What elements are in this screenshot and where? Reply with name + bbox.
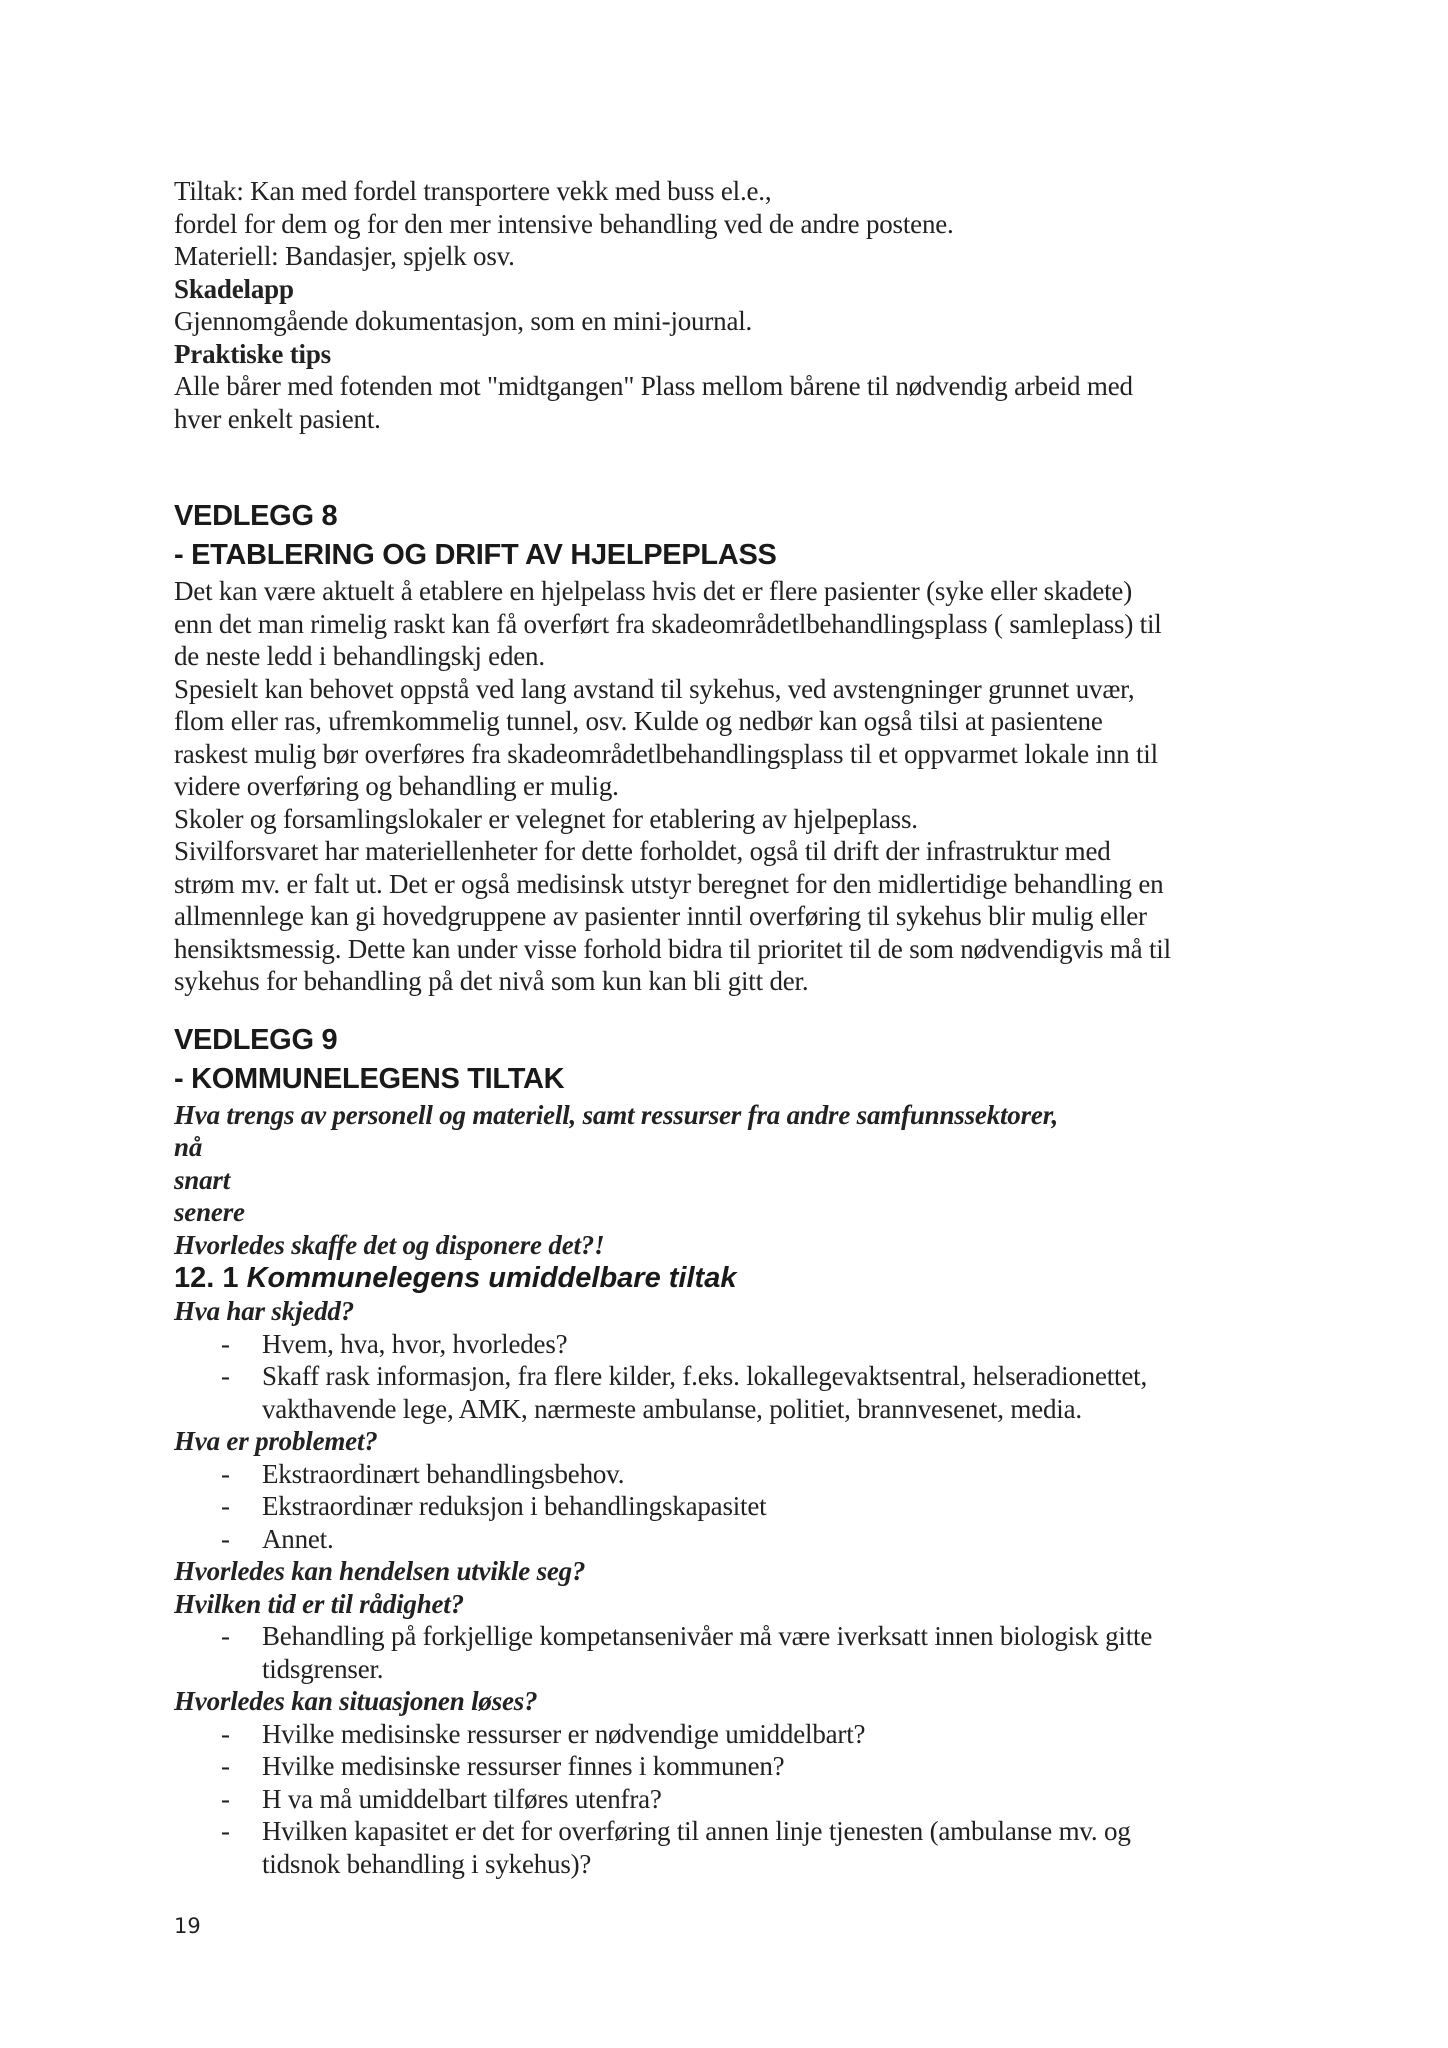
question-heading: Hva har skjedd? [174, 1296, 355, 1326]
text-line: fordel for dem og for den mer intensive behandling ved de andre postene. [174, 208, 954, 239]
question-heading: Hvorledes kan situasjonen løses? [174, 1686, 538, 1716]
list-item [174, 1750, 1274, 1783]
list-item [174, 1523, 1274, 1556]
bullet-dash: - [221, 1783, 230, 1814]
list-item [174, 1783, 1274, 1816]
section-subtitle: - KOMMUNELEGENS TILTAK [174, 1062, 565, 1095]
bullet-dash: - [221, 1491, 230, 1521]
text-line: videre overføring og behandling er mulig. [174, 771, 619, 801]
text-line: Alle bårer med fotenden mot "midtgangen" Plass mellom bårene til nødvendig arbeid med [174, 371, 1133, 401]
vedlegg-8-section [174, 497, 1274, 998]
text-line: flom eller ras, ufremkommelig tunnel, osv. Kulde og nedbør kan også tilsi at pasientene [174, 706, 1103, 736]
text-line: Sivilforsvaret har materiellenheter for dette forholdet, også til drift der infrastruktur med [174, 836, 1111, 866]
subsection-number: 12. 1 [174, 1262, 239, 1294]
subsection-title: Kommunelegens umiddelbare tiltak [246, 1262, 737, 1294]
bullet-dash: - [221, 1361, 230, 1391]
page-number: 19 [174, 1914, 201, 1938]
italic-line: Hva trengs av personell og materiell, samt ressurser fra andre samfunnssektorer, [174, 1099, 1059, 1130]
italic-line: nå [174, 1132, 203, 1162]
list-item [174, 1328, 1274, 1361]
list-item-text: Hvilken kapasitet er det for overføring til annen linje tjenesten (ambulanse mv. og [262, 1816, 1131, 1846]
list-item-continuation: vakthavende lege, AMK, nærmeste ambulanse, politiet, brannvesenet, media. [262, 1393, 1082, 1424]
list-item [174, 1718, 1274, 1751]
list-item-text: Hvilke medisinske ressurser finnes i kommunen? [262, 1751, 785, 1781]
italic-line: snart [174, 1164, 231, 1195]
section-title: VEDLEGG 8 [174, 500, 338, 532]
text-line: sykehus for behandling på det nivå som kun kan bli gitt der. [174, 966, 809, 996]
list-item-text: Ekstraordinær reduksjon i behandlingskapasitet [262, 1491, 767, 1521]
italic-line: senere [174, 1197, 245, 1227]
text-line: Spesielt kan behovet oppstå ved lang avstand til sykehus, ved avstengninger grunnet uvær, [174, 673, 1135, 704]
question-heading: Hva er problemet? [174, 1426, 378, 1456]
list-item-text: Behandling på forkjellige kompetansenivåer må være iverksatt innen biologisk gitte [262, 1621, 1153, 1651]
bullet-dash: - [221, 1621, 230, 1651]
bullet-dash: - [221, 1523, 230, 1554]
list-item-text: Hvem, hva, hvor, hvorledes? [262, 1328, 568, 1359]
list-item-continuation: tidsnok behandling i sykehus)? [262, 1848, 592, 1879]
bullet-dash: - [221, 1751, 230, 1781]
bullet-dash: - [221, 1816, 230, 1846]
list-item-text: Ekstraordinært behandlingsbehov. [262, 1458, 625, 1489]
bullet-dash: - [221, 1328, 230, 1359]
question-heading: Hvilken tid er til rådighet? [174, 1588, 464, 1619]
bullet-dash: - [221, 1718, 230, 1749]
section-title: VEDLEGG 9 [174, 1023, 338, 1056]
list-item [174, 1815, 1274, 1848]
list-item-text: Skaff rask informasjon, fra flere kilder, f.eks. lokallegevaktsentral, helseradionettet, [262, 1361, 1147, 1391]
subsection-heading [174, 1261, 1274, 1295]
list-item [174, 1458, 1274, 1491]
list-item-text: Hvilke medisinske ressurser er nødvendige umiddelbart? [262, 1718, 866, 1749]
text-line: allmennlege kan gi hovedgruppene av pasienter inntil overføring til sykehus blir mulig eller [174, 901, 1147, 931]
list-item-text: H va må umiddelbart tilføres utenfra? [262, 1783, 662, 1814]
text-line: hver enkelt pasient. [174, 403, 381, 434]
list-item-continuation: tidsgrenser. [262, 1653, 384, 1684]
text-line: strøm mv. er falt ut. Det er også medisinsk utstyr beregnet for den midlertidige behandling en [174, 868, 1164, 899]
intro-section [174, 175, 1274, 435]
text-line: enn det man rimelig raskt kan få overført fra skadeområdetlbehandlingsplass ( samleplass) til [174, 608, 1162, 639]
text-line: Materiell: Bandasjer, spjelk osv. [174, 241, 515, 271]
document-page [174, 175, 1274, 1880]
section-subtitle: - ETABLERING OG DRIFT AV HJELPEPLASS [174, 539, 777, 571]
list-item [174, 1360, 1274, 1393]
text-line: hensiktsmessig. Dette kan under visse forhold bidra til prioritet til de som nødvendigvis må til [174, 933, 1171, 964]
list-item [174, 1620, 1274, 1653]
skadelapp-heading: Skadelapp [174, 273, 294, 304]
praktiske-tips-heading: Praktiske tips [174, 338, 331, 369]
text-line: raskest mulig bør overføres fra skadeområdetlbehandlingsplass til et oppvarmet lokale inn til [174, 738, 1158, 769]
text-line: Tiltak: Kan med fordel transportere vekk med buss el.e., [174, 176, 772, 206]
vedlegg-9-section [174, 1021, 1274, 1881]
bullet-dash: - [221, 1458, 230, 1489]
text-line: de neste ledd i behandlingskj eden. [174, 641, 545, 671]
text-line: Skoler og forsamlingslokaler er velegnet for etablering av hjelpeplass. [174, 803, 918, 834]
italic-line: Hvorledes skaffe det og disponere det?! [174, 1229, 605, 1260]
question-heading: Hvorledes kan hendelsen utvikle seg? [174, 1556, 586, 1586]
list-item [174, 1490, 1274, 1523]
text-line: Det kan være aktuelt å etablere en hjelpelass hvis det er flere pasienter (syke eller skadete) [174, 576, 1133, 606]
list-item-text: Annet. [262, 1523, 334, 1554]
text-line: Gjennomgående dokumentasjon, som en mini-journal. [174, 306, 753, 336]
